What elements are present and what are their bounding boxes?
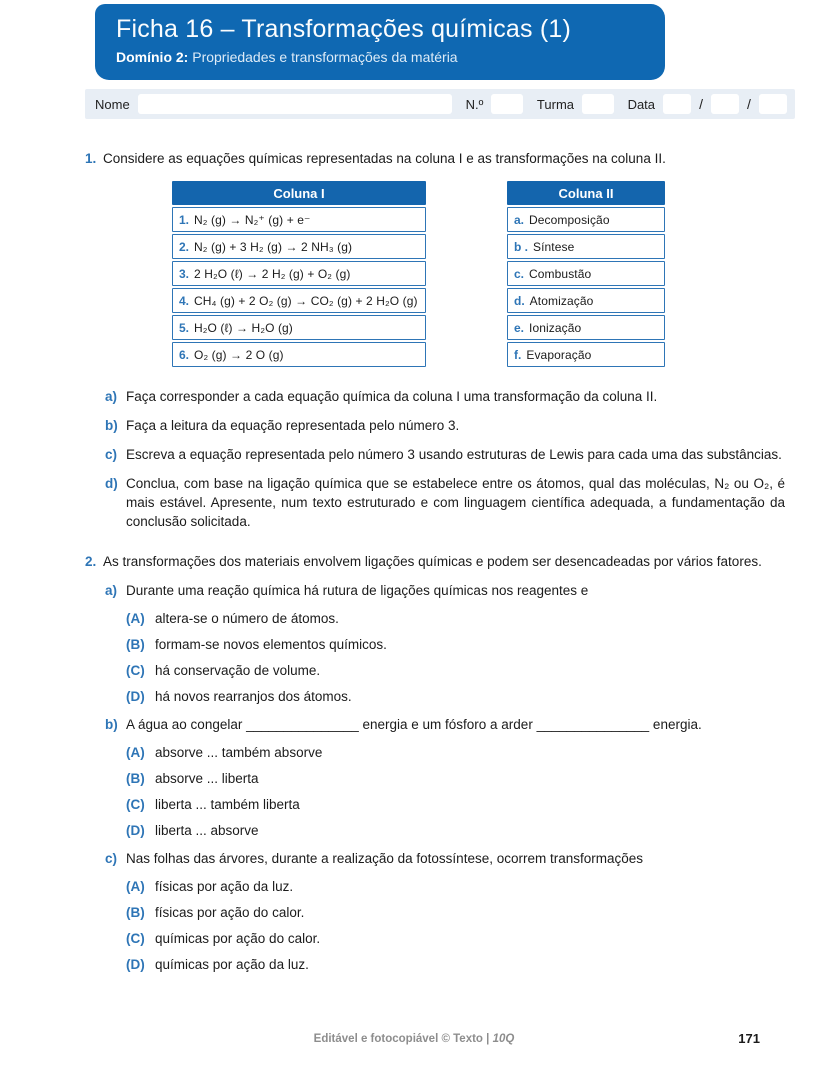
date-year-field[interactable] xyxy=(759,94,787,114)
q2c-option-B: (B) físicas por ação do calor. xyxy=(126,905,305,920)
question-1-text: Considere as equações químicas representadas na coluna I e as transformações na coluna II. xyxy=(103,151,666,166)
class-field[interactable] xyxy=(582,94,614,114)
table-row: 4. CH₄ (g) + 2 O₂ (g) → CO₂ (g) + 2 H₂O (g) xyxy=(172,288,426,313)
number-field[interactable] xyxy=(491,94,523,114)
question-1 xyxy=(85,150,785,168)
q1-item-a: a) Faça corresponder a cada equação química da coluna I uma transformação da coluna II. xyxy=(105,389,658,404)
question-2 xyxy=(85,553,785,571)
date-label: Data xyxy=(627,96,656,112)
q1-item-b: b) Faça a leitura da equação representada pelo número 3. xyxy=(105,418,460,433)
question-2-number: 2. xyxy=(85,554,97,569)
worksheet-title: Ficha 16 – Transformações químicas (1) xyxy=(116,15,571,43)
domain-label: Domínio 2: xyxy=(116,49,189,65)
worksheet-header xyxy=(95,4,665,80)
q2a-option-A: (A) altera-se o número de átomos. xyxy=(126,611,339,626)
coluna-2-table xyxy=(507,181,665,367)
page-number: 171 xyxy=(738,1031,760,1046)
name-field[interactable] xyxy=(138,94,452,114)
q2b-option-B: (B) absorve ... liberta xyxy=(126,771,259,786)
table-row: d. Atomização xyxy=(507,288,665,313)
q2a-option-C: (C) há conservação de volume. xyxy=(126,663,321,678)
date-slash: / xyxy=(699,96,703,112)
q2-item-c: c) Nas folhas das árvores, durante a realização da fotossíntese, ocorrem transformações xyxy=(105,851,644,866)
worksheet-subtitle xyxy=(116,49,665,65)
page-footer xyxy=(0,1033,828,1053)
q2b-option-C: (C) liberta ... também liberta xyxy=(126,797,300,812)
table-row: f. Evaporação xyxy=(507,342,665,367)
name-label: Nome xyxy=(95,96,130,112)
matching-tables xyxy=(85,181,785,377)
date-day-field[interactable] xyxy=(663,94,691,114)
q2a-option-B: (B) formam-se novos elementos químicos. xyxy=(126,637,387,652)
question-1-number: 1. xyxy=(85,151,97,166)
class-label: Turma xyxy=(536,96,574,112)
book-code: 10Q xyxy=(492,1033,515,1045)
table-row: a. Decomposição xyxy=(507,207,665,232)
coluna-1-header: Coluna I xyxy=(172,181,426,205)
table-row: 2. N₂ (g) + 3 H₂ (g) → 2 NH₃ (g) xyxy=(172,234,426,259)
q1-item-d: d) Conclua, com base na ligação química que se estabelece entre os átomos, qual das moléculas, N₂ ou O₂, é mais estável. Apresente, num texto estruturado e com linguagem científica adequada, a fundamentação da conclusão solicitada. xyxy=(105,476,785,529)
student-id-bar xyxy=(85,89,795,119)
table-row: c. Combustão xyxy=(507,261,665,286)
coluna-1-table xyxy=(172,181,426,367)
q2c-option-C: (C) químicas por ação do calor. xyxy=(126,931,321,946)
table-row: b . Síntese xyxy=(507,234,665,259)
coluna-2-header: Coluna II xyxy=(507,181,665,205)
q2b-option-D: (D) liberta ... absorve xyxy=(126,823,259,838)
table-row: 3. 2 H₂O (ℓ) → 2 H₂ (g) + O₂ (g) xyxy=(172,261,426,286)
table-row: e. Ionização xyxy=(507,315,665,340)
question-2-text: As transformações dos materiais envolvem ligações químicas e podem ser desencadeadas por vários fatores. xyxy=(103,554,762,569)
q2a-option-D: (D) há novos rearranjos dos átomos. xyxy=(126,689,352,704)
date-slash: / xyxy=(747,96,751,112)
q1-item-c: c) Escreva a equação representada pelo número 3 usando estruturas de Lewis para cada uma das substâncias. xyxy=(105,447,782,462)
table-row: 1. N₂ (g) → N₂⁺ (g) + e⁻ xyxy=(172,207,426,232)
number-label: N.º xyxy=(465,96,484,112)
q2c-option-D: (D) químicas por ação da luz. xyxy=(126,957,309,972)
date-month-field[interactable] xyxy=(711,94,739,114)
q2-item-a: a) Durante uma reação química há rutura de ligações químicas nos reagentes e xyxy=(105,583,589,598)
q2-item-b: b) A água ao congelar _______________ energia e um fósforo a arder _______________ energia. xyxy=(105,717,702,732)
q2b-option-A: (A) absorve ... também absorve xyxy=(126,745,323,760)
q2c-option-A: (A) físicas por ação da luz. xyxy=(126,879,294,894)
table-row: 6. O₂ (g) → 2 O (g) xyxy=(172,342,426,367)
domain-text: Propriedades e transformações da matéria xyxy=(188,49,458,65)
table-row: 5. H₂O (ℓ) → H₂O (g) xyxy=(172,315,426,340)
footer-copyright: Editável e fotocopiável © Texto | 10Q xyxy=(313,1033,515,1045)
